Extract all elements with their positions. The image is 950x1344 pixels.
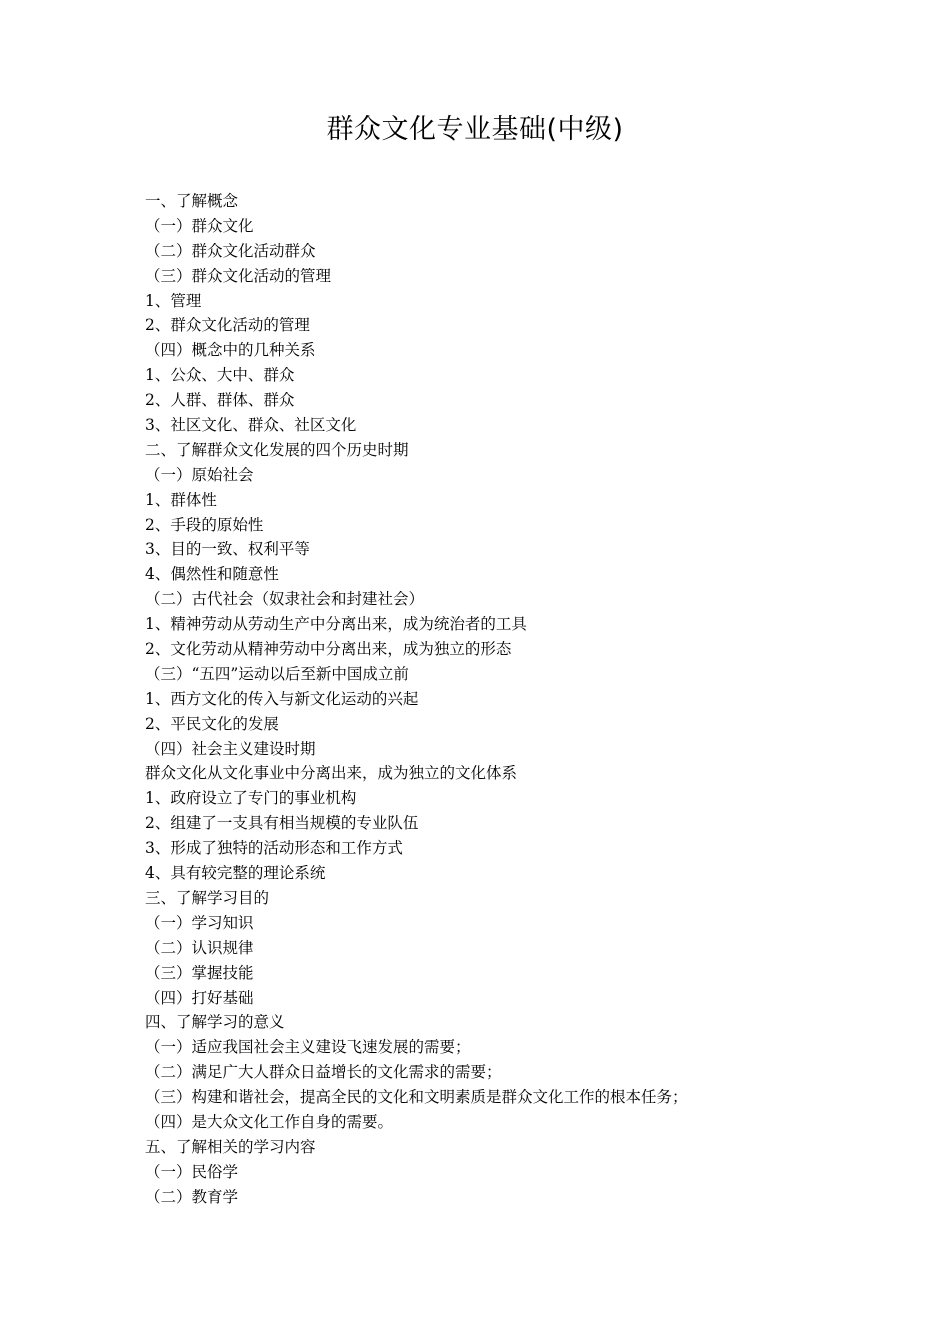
text-line: 3、社区文化、群众、社区文化 (145, 416, 357, 435)
text-line: 1、群体性 (145, 490, 217, 509)
text-line: 1、精神劳动从劳动生产中分离出来，成为统治者的工具 (145, 615, 527, 634)
text-line: 1、西方文化的传入与新文化运动的兴起 (145, 689, 419, 708)
text-line: （一）民俗学 (145, 1162, 239, 1181)
text-line: （四）社会主义建设时期 (145, 739, 316, 758)
text-line: （一）学习知识 (145, 913, 254, 932)
text-line: （三）构建和谐社会，提高全民的文化和文明素质是群众文化工作的根本任务； (145, 1088, 688, 1107)
text-line: （四）概念中的几种关系 (145, 341, 316, 360)
text-line: 4、偶然性和随意性 (145, 565, 279, 584)
text-line: （四）是大众文化工作自身的需要。 (145, 1112, 394, 1131)
text-line: 1、公众、大中、群众 (145, 366, 295, 385)
text-line: 3、形成了独特的活动形态和工作方式 (145, 839, 403, 858)
text-line: 1、管理 (145, 291, 202, 310)
text-line: 2、群众文化活动的管理 (145, 316, 310, 335)
text-line: 2、手段的原始性 (145, 515, 264, 534)
text-line: （三）“五四”运动以后至新中国成立前 (145, 664, 409, 683)
text-line: （三）掌握技能 (145, 963, 254, 982)
text-line: 二、了解群众文化发展的四个历史时期 (145, 440, 409, 459)
text-line: 三、了解学习目的 (145, 888, 270, 907)
text-line: （一）适应我国社会主义建设飞速发展的需要； (145, 1038, 471, 1057)
text-line: （二）认识规律 (145, 938, 254, 957)
text-line: （一）群众文化 (145, 216, 254, 235)
text-line: 2、人群、群体、群众 (145, 391, 295, 410)
text-line: （一）原始社会 (145, 465, 254, 484)
document-title: 群众文化专业基础(中级) (326, 114, 624, 145)
text-line: 四、了解学习的意义 (145, 1013, 285, 1032)
text-line: （二）群众文化活动群众 (145, 241, 316, 260)
text-line: （二）满足广大人群众日益增长的文化需求的需要； (145, 1063, 502, 1082)
text-line: 群众文化从文化事业中分离出来，成为独立的文化体系 (145, 764, 518, 783)
text-line: 五、了解相关的学习内容 (145, 1137, 316, 1156)
text-line: （四）打好基础 (145, 988, 254, 1007)
document-body (145, 189, 845, 1210)
text-line: （二）古代社会（奴隶社会和封建社会） (145, 590, 425, 609)
text-line: 3、目的一致、权利平等 (145, 540, 310, 559)
text-line: 4、具有较完整的理论系统 (145, 864, 326, 883)
text-line: 2、组建了一支具有相当规模的专业队伍 (145, 814, 419, 833)
text-line: 2、平民文化的发展 (145, 714, 279, 733)
text-line: （三）群众文化活动的管理 (145, 266, 332, 285)
text-line: （二）教育学 (145, 1187, 239, 1206)
text-line: 1、政府设立了专门的事业机构 (145, 789, 357, 808)
text-line: 2、文化劳动从精神劳动中分离出来，成为独立的形态 (145, 640, 512, 659)
text-line: 一、了解概念 (145, 192, 239, 210)
